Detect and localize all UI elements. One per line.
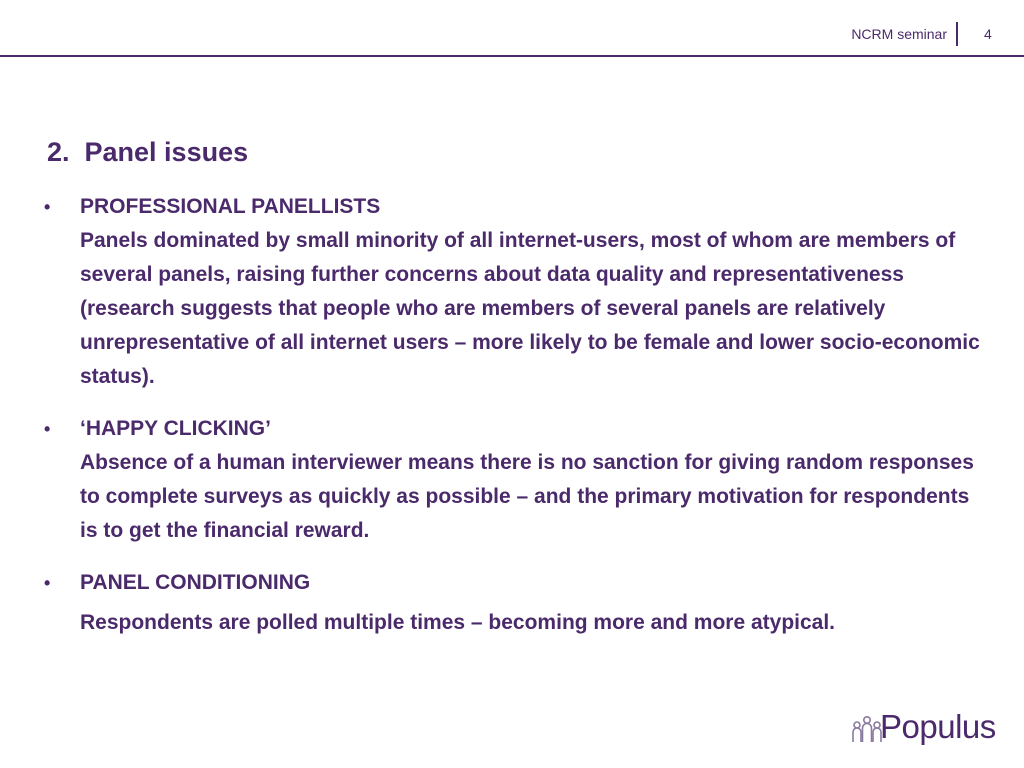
item-body: Respondents are polled multiple times – becoming more and more atypical.: [80, 611, 836, 634]
bullet-icon: •: [44, 197, 51, 217]
populus-logo: [850, 708, 1000, 758]
item-heading: PROFESSIONAL PANELLISTS: [80, 195, 381, 218]
logo-text: Populus: [880, 708, 996, 745]
header-rule: [0, 55, 1024, 57]
list-item: [44, 566, 984, 640]
slide-title: 2. Panel issues: [47, 137, 249, 167]
page-number: 4: [984, 26, 992, 42]
item-heading: PANEL CONDITIONING: [80, 571, 311, 594]
list-item: [44, 412, 984, 548]
item-heading: ‘HAPPY CLICKING’: [80, 417, 271, 440]
bullet-list: [44, 190, 984, 640]
item-body: Panels dominated by small minority of all internet-users, most of whom are members of several panels, raising further concerns about data quality and representativeness (research suggests that people who are members of several panels are relatively unrepresentative of all internet users – more likely to be female and lower socio-economic status).: [80, 229, 980, 388]
bullet-icon: •: [44, 419, 51, 439]
slide-header: [0, 0, 1024, 56]
item-body: Absence of a human interviewer means there is no sanction for giving random responses to complete surveys as quickly as possible – and the primary motivation for respondents is to get the financial reward.: [80, 451, 974, 542]
header-separator: [956, 22, 958, 46]
people-group-icon: [850, 712, 884, 746]
list-item: [44, 190, 984, 394]
bullet-icon: •: [44, 573, 51, 593]
header-label: NCRM seminar: [851, 26, 947, 42]
